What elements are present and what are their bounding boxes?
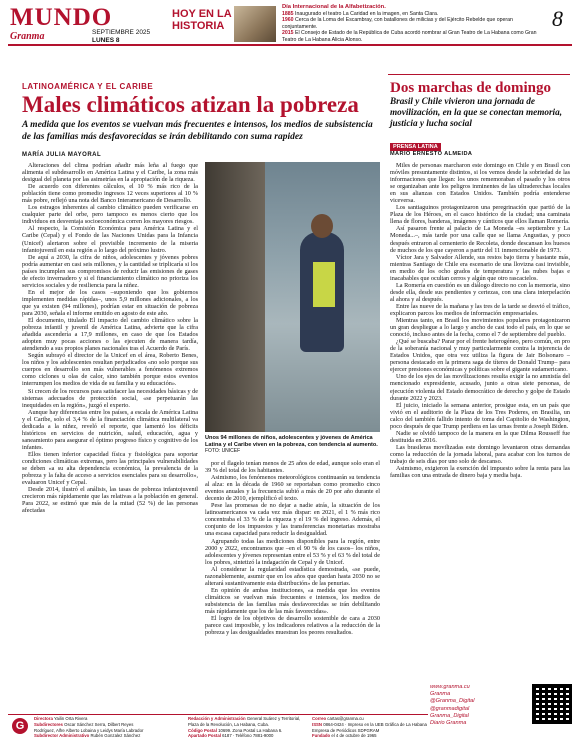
paragraph: Al considerar la regularidad estadística demostrada, «se puede, razonablemente, asumir que en los años que quedan hasta 2030 no se alterará sustantivamente esta distribución» de las penurias. bbox=[205, 565, 380, 587]
footer-label: Correo bbox=[312, 716, 327, 721]
footer-label: Código Postal bbox=[188, 727, 217, 733]
paragraph: Uno de los ejes de las movilizaciones resulta exigir la no amnistía del mencionado expresidente, acusado, junto a otras siete personas, de ejecución violenta del Estado democrático de derecho y golpe de Estado durante 2022 y 2023. bbox=[390, 373, 570, 402]
article-photo bbox=[205, 162, 380, 432]
footer-text: General Suárez y Territorial, Plaza de la Revolución, La Habana, Cuba. bbox=[188, 716, 301, 727]
hoy-en-la-historia bbox=[172, 6, 276, 42]
footer-text: 10699. Zona Postal La Habana 6. bbox=[218, 727, 283, 733]
paragraph: Si crecen de los recursos para satisfacer las necesidades básicas y de sistemas adecuados de protección social, «se perpetuarán las inequidades en la región», juzgó el experto. bbox=[22, 387, 198, 409]
paragraph: En opinión de ambas instituciones, «a medida que los eventos climáticos se vuelvan más frecuentes e intensos, los medios de subsistencia de las familias más desfavorecidas se irán debilitando más rápidamente que los de las más favorecidas». bbox=[205, 586, 380, 615]
efemeride-item bbox=[282, 4, 542, 11]
social-handle[interactable]: Diario Granma bbox=[430, 720, 467, 727]
paragraph: Asimismo, los fenómenos meteorológicos continuarán su tendencia al alza: en la década de 1960 se reportaban como promedio cinco eventos anuales y la frecuencia subió a más de 20 por año durante el decenio de 2010, ejemplificó el texto. bbox=[205, 474, 380, 503]
issue-date bbox=[92, 29, 150, 45]
footer-address bbox=[188, 716, 308, 739]
granma-logo-icon: G bbox=[12, 718, 28, 734]
article-column-2 bbox=[205, 460, 380, 707]
footer-text: Rodríguez, Alfre Alberto Lobaina y Leidys María Labrador bbox=[34, 727, 144, 733]
footer-label: Fundado bbox=[312, 733, 331, 739]
footer-text: Oscar Sánchez Serra, Dilbert Reyes bbox=[64, 721, 134, 727]
footer-line bbox=[34, 733, 184, 739]
paragraph: Víctor Jara y Salvador Allende, sus restos bajo tierra y bastante más, mientras Santiago de Chile era escenario de una llovizna casi invisible, en medio de los ocho grados de temperatura y las nubes bajas e inacabables que ocultan cerros y algún que otro rascacielos. bbox=[390, 253, 570, 282]
issue-month: SEPTIEMBRE 2025 bbox=[92, 29, 151, 36]
footer-text: el 4 de octubre de 1965 bbox=[331, 733, 377, 739]
footer-text: Rubén Gonzalez Sánchez bbox=[90, 733, 141, 739]
header-divider bbox=[8, 44, 572, 46]
photo-credit: FOTO: UNICEF bbox=[205, 448, 241, 455]
article-headline: Males climáticos atizan la pobreza bbox=[22, 92, 359, 117]
efemeride-item bbox=[282, 30, 542, 43]
website-link[interactable]: www.granma.cu bbox=[430, 684, 470, 690]
paragraph: En el mejor de los casos –suponiendo que los gobiernos implementen medidas rápidas–, unos 5,9 millones adicionales, a los que ya existen (94 millones), podrían estar en situación de pobreza para 2030, señala el informe emitido en agosto de este año. bbox=[22, 288, 198, 317]
paragraph: De aquí a 2030, la cifra de niños, adolescentes y jóvenes pobres podría aumentar en casi seis millones, y la cantidad se triplicaría si los países incumplen sus compromisos de reducir las emisiones de gases de efecto invernadero y si el financiamiento climático no prioriza los servicios sociales y de resiliencia para la niñez. bbox=[22, 253, 198, 289]
paragraph: Pese las promesas de no dejar a nadie atrás, la situación de los latinoamericanos va cada vez más dispar: en 2021, el 1 % más rico concentraba el 33 % de la riqueza y el 19 % del ingreso. Además, el conjunto de los impuestos y las transferencias monetarias mostraba una escasa capacidad para reducir la desigualdad. bbox=[205, 502, 380, 538]
article-byline: MARÍA JULIA MAYORAL bbox=[22, 152, 102, 158]
efemeride-year: 2015 bbox=[282, 30, 294, 37]
paragraph: Así pasaron frente al palacio de La Moneda –es septiembre y La Moneda...–, más tarde por una calle que se llama Angustias, y poco después entraron al cementerio de Recoleta, donde descansan los huesos de muchos de los que cayeron a partir del 11 inmencionable de 1973. bbox=[390, 225, 570, 254]
efemeride-year: 1885 bbox=[282, 10, 294, 17]
issue-day: LUNES 8 bbox=[92, 37, 120, 44]
footer-divider bbox=[8, 714, 428, 715]
efemeride-text: Día Internacional de la Alfabetización. bbox=[282, 4, 386, 10]
paragraph: Miles de personas marcharon este domingo en Chile y en Brasil con móviles presuntamente distintos, si los vemos desde la sobriedad de las informaciones que llegan: los unos rememoraban el pasado y los otros se organizaban ante los peligros inminentes de las ultraderechas locales en sus alianzas con Estados Unidos. También podría entenderse viceversa. bbox=[390, 162, 570, 205]
hoy-title: HOY EN LA HISTORIA bbox=[172, 8, 232, 32]
paragraph: Mientras tanto, en Brasil los movimientos populares protagonizaron un gran despliegue a lo largo y ancho de casi todo el país, en lo que se conoció, incluso antes de la fecha, como el 7 de septiembre del pueblo. bbox=[390, 317, 570, 339]
side-article-column bbox=[390, 162, 570, 682]
paragraph: por el flagelo tenían menos de 25 años de edad, aunque solo eran el 39 % del total de los habitantes. bbox=[205, 460, 380, 475]
qr-code bbox=[532, 684, 572, 724]
paragraph: El juicio, iniciado la semana anterior, prosigue esta, en un país que vivió en el auditorio de la Plaza de los Tres Poderes, en Brasilia, un calco del también fallido intento de toma del Capitolio de Washington, poco después de que Trump perdiera en las urnas frente a Joseph Biden. bbox=[390, 401, 570, 430]
paragraph: El documento, titulado El impacto del cambio climático sobre la pobreza infantil y juvenil de América Latina, advierte que la cifra añadida ascendería a 17,9 millones, en caso de que los Estados adopten muy pocas acciones o las ejecuten de manera tardía, atendiendo a sus propios planes nacionales tras el Acuerdo de París. bbox=[22, 317, 198, 353]
hoy-photo bbox=[234, 6, 276, 42]
side-source-badge: PRENSA LATINA bbox=[390, 143, 441, 151]
footer-label: Subdirectores bbox=[34, 721, 63, 727]
footer-text: cartas@granma.cu bbox=[327, 716, 364, 721]
side-deck: Brasil y Chile vivieron una jornada de movilización, en la que se conectan memoria, justicia y lucha social bbox=[390, 96, 563, 128]
paragraph: Los santiaguinos protagonizaron una peregrinación que partió de la Plaza de los Héroes, en el casco histórico de la ciudad; una caminata llena de flores, banderas, imágenes y cánticos que ellos llaman Romería. bbox=[390, 204, 570, 226]
paragraph: Desde 2014, ilustró el análisis, las tasas de pobreza infantojuvenil crecieron más rápidamente que las relativas a la población en general. Para 2022, se estimó que más de la mitad (52 %) de las personas afectadas bbox=[22, 486, 198, 515]
article-kicker: LATINOAMÉRICA Y EL CARIBE bbox=[22, 82, 154, 91]
paragraph: Las brasileras movilizadas este domingo levantaron otras demandas como la reducción de la jornada laboral, para acabar con los turnos de trabajo de seis días por uno solo de descanso. bbox=[390, 443, 570, 465]
paragraph: Ellos tienen inferior capacidad física y fisiológica para soportar condiciones climáticas extremas, pero las principales vulnerabilidades se deben «a su alta dependencia económica, la prevalencia de la pobreza y la falta de acceso a servicios esenciales para su desarrollo», evaluaron Unicef y Cepal. bbox=[22, 450, 198, 487]
efemeride-item bbox=[282, 11, 542, 18]
footer-line bbox=[188, 733, 308, 739]
efemeride-year: 1960 bbox=[282, 17, 294, 24]
social-handle[interactable]: @granmadigital bbox=[430, 705, 470, 712]
paragraph: ¿Qué se buscaba? Parar por el frente heterogéneo, pero común, en pro de la soberanía nacional y muy particularmente contra la injerencia de Estados Unidos, que otra vez utiliza la figura de Jair Bolsonaro –persona destacado en la primera saga de títeres de Donald Trump– para ejercer presiones económicas y políticas sobre el gigante sudamericano. bbox=[390, 338, 570, 374]
paragraph: Entre las nueve de la mañana y las tres de la tarde se desvió el tráfico, explicaron parcos los medios de información empresariales. bbox=[390, 302, 570, 317]
social-handle[interactable]: Granma bbox=[430, 691, 451, 698]
paragraph: Alteraciones del clima podrían añadir más leña al fuego que alimenta el subdesarrollo en América Latina y el Caribe, la zona más desigual del planeta por las asimetrías en la apropiación de la riqueza. bbox=[22, 162, 198, 184]
paragraph: La Romería en cuestión es un diálogo directo no con la memoria, sino desde ella, desde sus pendientes y certezas, con una clara interpelación al ahora y al después. bbox=[390, 281, 570, 303]
footer-label: Directora bbox=[34, 716, 53, 721]
paragraph: Según subrayó el director de la Unicef en el área, Roberto Benes, los niños y los adolescentes resultan perjudicados «no solo porque sus cuerpos en desarrollo son más vulnerables a fenómenos extremos como ciclones u olas de calor, sino también porque estos eventos interrumpen los medios de vida de su familia y su educación». bbox=[22, 352, 198, 388]
footer-label: ISSN bbox=[312, 721, 323, 727]
social-handle[interactable]: @Granma_Digital bbox=[430, 698, 475, 705]
footer-line bbox=[188, 716, 308, 728]
social-links bbox=[430, 684, 530, 727]
efemerides-list bbox=[282, 4, 542, 44]
footer-line bbox=[312, 733, 428, 739]
footer-text: Yailin Orta Rivera bbox=[54, 716, 88, 721]
efemeride-text: Cerca de la Loma del Escambray, con batallones de milicias y del Ejército Rebelde que operan conjuntamente. bbox=[282, 17, 513, 30]
photo-caption bbox=[205, 435, 380, 455]
page-number: 8 bbox=[552, 6, 563, 31]
article-column-1 bbox=[22, 162, 198, 707]
brand-logo: Granma bbox=[10, 31, 45, 42]
side-divider bbox=[388, 74, 570, 75]
paragraph: Aunque hay diferencias entre los países, a escala de América Latina y el Caribe, solo el 3,4 % de la financiación climática multilateral va dedicada a la niñez, reveló el reporte, que lamentó los déficits históricos en servicios de nutrición, salud, educación, agua y saneamiento para asegurar el óptimo progreso físico y cognitivo de los infantes. bbox=[22, 408, 198, 451]
side-byline: MARIO ERNESTO ALMEIDA bbox=[390, 151, 473, 157]
paragraph: Agrupando todas las mediciones disponibles para la región, entre 2000 y 2022, encontramos que –en el 90 % de los casos– los niños, adolescentes y jóvenes representan entre el 53 % y el 63 % del total de los pobres, sintetizó la indagación de Cepal y de Unicef. bbox=[205, 537, 380, 566]
side-headline: Dos marchas de domingo bbox=[390, 80, 551, 96]
footer-contact bbox=[312, 716, 428, 739]
footer-text: 0864-0424 · Impreso en la UEB Gráfica de La Habana bbox=[323, 721, 427, 727]
efemeride-item bbox=[282, 17, 542, 30]
footer-text: Empresa de Periódicos SDPGRAM bbox=[312, 727, 380, 733]
social-handle[interactable]: Granma_Digital bbox=[430, 712, 469, 719]
footer-text: 6187 · Teléfono 7881-9000 bbox=[222, 733, 274, 739]
footer-label: Redacción y Administración bbox=[188, 716, 246, 721]
paragraph: Nadie se olvidó tampoco de la manera en la que Dilma Rousseff fue destituida en 2016. bbox=[390, 429, 570, 444]
footer-label: Apartado Postal bbox=[188, 733, 221, 739]
footer-staff bbox=[34, 716, 184, 739]
footer-label: Subdirector Administrativo bbox=[34, 733, 90, 739]
efemeride-text: Inaugurado el teatro La Caridad en la imagen, en Santa Clara. bbox=[295, 10, 439, 17]
paragraph: Asimismo, exigieron la exención del impuesto sobre la renta para las familias con una entrada de dinero baja y media baja. bbox=[390, 465, 570, 480]
photo-caption-text: Unos 94 millones de niños, adolescentes y jóvenes de América Latina y el Caribe viven en la pobreza, con tendencia al aumento. bbox=[205, 435, 378, 448]
article-deck: A medida que los eventos se vuelvan más frecuentes e intensos, los medios de subsistencia de las familias más desfavorecidas se irán debilitando con suma rapidez bbox=[22, 120, 373, 142]
paragraph: De acuerdo con diferentes cálculos, el 10 % más rico de la población tiene como promedio ingresos 12 veces superiores al 10 % más pobre, reflejó una nota del Banco Interamericano de Desarrollo. bbox=[22, 183, 198, 205]
efemeride-text: El Consejo de Estado de la República de Cuba acordó nombrar al Gran Teatro de La Habana como Gran Teatro de La Habana Alicia Alonso. bbox=[282, 30, 537, 43]
paragraph: Al respecto, la Comisión Económica para América Latina y el Caribe (Cepal) y el Fondo de las Naciones Unidas para la Infancia (Unicef) alertaron sobre el previsible incremento de la miseria infantojuvenil en esta región a lo largo del próximo lustro. bbox=[22, 225, 198, 254]
paragraph: Los estragos inherentes al cambio climático pueden verificarse en cualquier parte del orbe, pero tampoco es menos cierto que los individuos en desventaja socioeconómica corren los mayores riesgos. bbox=[22, 204, 198, 226]
paragraph: El logro de los objetivos de desarrollo sostenible de cara a 2030 parece casi imposible, y los indicadores relativos a la reducción de la pobreza y las desigualdades muestran los peores resultados. bbox=[205, 615, 380, 637]
section-title: MUNDO bbox=[10, 4, 113, 31]
